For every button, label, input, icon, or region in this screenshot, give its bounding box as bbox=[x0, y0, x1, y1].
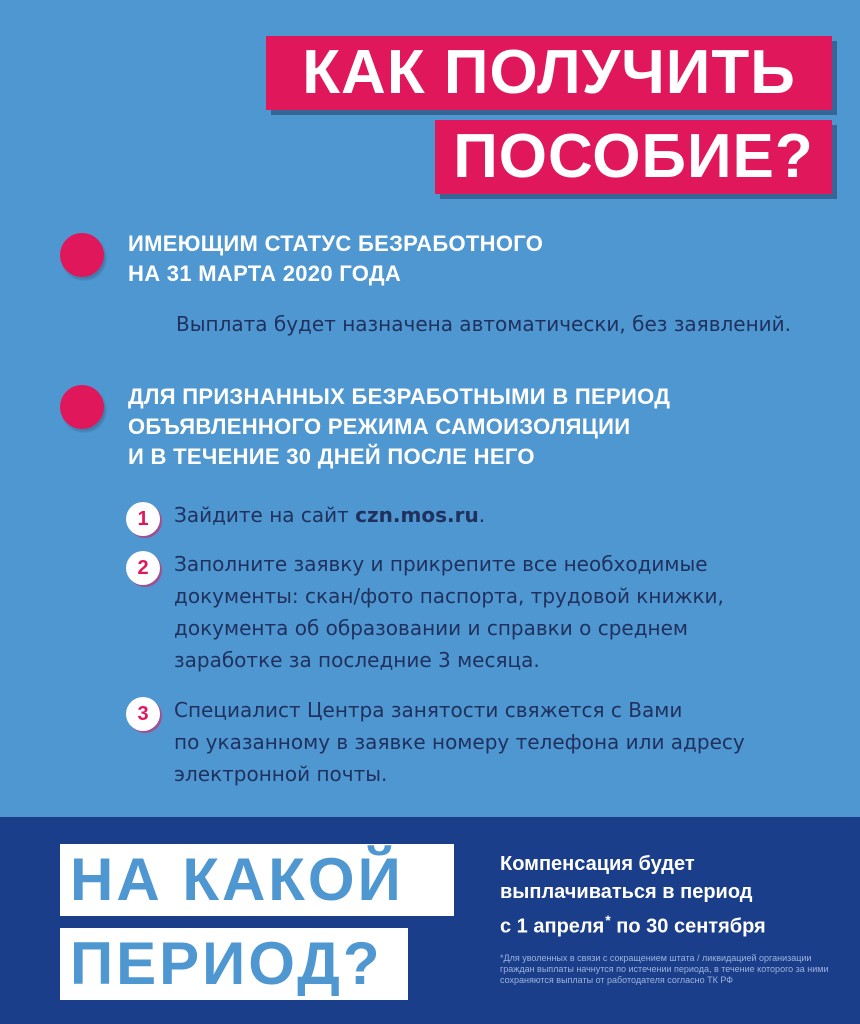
section2-heading-line3: И В ТЕЧЕНИЕ 30 ДНЕЙ ПОСЛЕ НЕГО bbox=[128, 444, 535, 469]
step-number-3: 3 bbox=[126, 697, 160, 731]
step-3-line1: Специалист Центра занятости свяжется с Вами bbox=[174, 698, 683, 722]
step-3-text bbox=[174, 694, 834, 790]
question-line-1: НА КАКОЙ bbox=[60, 844, 454, 916]
section2-heading bbox=[128, 382, 848, 472]
step-number-2: 2 bbox=[126, 551, 160, 585]
section2-heading-line2: ОБЪЯВЛЕННОГО РЕЖИМА САМОИЗОЛЯЦИИ bbox=[128, 414, 631, 439]
step-2-line3: документа об образовании и справки о среднем bbox=[174, 616, 688, 640]
section1-heading-line1: ИМЕЮЩИМ СТАТУС БЕЗРАБОТНОГО bbox=[128, 231, 544, 256]
step-2-line4: заработке за последние 3 месяца. bbox=[174, 648, 540, 672]
footnote-text: *Для уволенных в связи с сокращением штата / ликвидацией организации граждан выплаты начнутся по истечении периода, в течение которого за ними сохраняются выплаты от работодателя согласно ТК РФ bbox=[500, 953, 829, 985]
bullet-dot-2 bbox=[60, 385, 104, 429]
title-line-1: КАК ПОЛУЧИТЬ bbox=[266, 36, 832, 110]
compensation-line2: выплачиваться в период bbox=[500, 881, 753, 903]
step-3-line3: электронной почты. bbox=[174, 762, 388, 786]
step-2 bbox=[126, 551, 846, 676]
section1-heading bbox=[128, 229, 828, 289]
compensation-text bbox=[500, 850, 840, 941]
compensation-start-date: с 1 апреля bbox=[500, 915, 605, 938]
step-number-1: 1 bbox=[126, 502, 160, 536]
compensation-line3 bbox=[500, 906, 840, 941]
step-1-text bbox=[174, 499, 834, 531]
step-3-line2: по указанному в заявке номеру телефона или адресу bbox=[174, 730, 745, 754]
title-line-2: ПОСОБИЕ? bbox=[435, 120, 832, 194]
question-line-2: ПЕРИОД? bbox=[60, 928, 408, 1000]
step-1-text-before: Зайдите на сайт bbox=[174, 503, 356, 527]
site-link[interactable]: czn.mos.ru bbox=[355, 503, 479, 527]
bullet-dot-1 bbox=[60, 233, 104, 277]
step-2-line1: Заполните заявку и прикрепите все необходимые bbox=[174, 552, 708, 576]
step-3 bbox=[126, 697, 846, 790]
footnote-star: * bbox=[605, 912, 611, 928]
compensation-line1: Компенсация будет bbox=[500, 853, 695, 875]
step-1-text-after: . bbox=[478, 503, 486, 527]
step-2-text bbox=[174, 548, 834, 676]
section1-text: Выплата будет назначена автоматически, без заявлений. bbox=[176, 312, 791, 336]
compensation-end-date: по 30 сентября bbox=[610, 915, 766, 938]
step-2-line2: документы: скан/фото паспорта, трудовой книжки, bbox=[174, 584, 724, 608]
section2-heading-line1: ДЛЯ ПРИЗНАННЫХ БЕЗРАБОТНЫМИ В ПЕРИОД bbox=[128, 384, 671, 409]
step-1 bbox=[126, 502, 846, 536]
section1-heading-line2: НА 31 МАРТА 2020 ГОДА bbox=[128, 261, 402, 286]
